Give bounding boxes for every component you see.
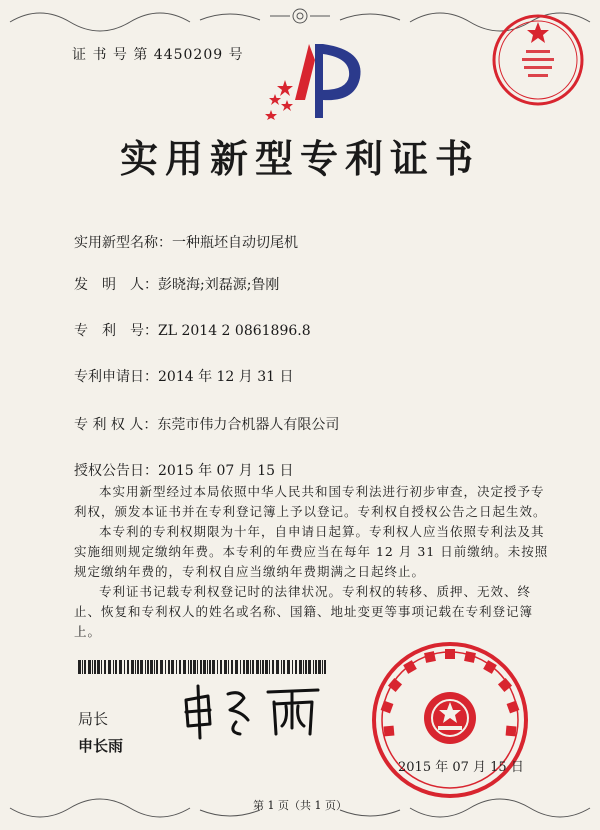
field-label: 发 明 人：	[74, 277, 158, 293]
certificate-number: 证 书 号 第 4450209 号	[72, 47, 244, 63]
field-label: 专 利 权 人：	[74, 417, 158, 433]
stamp-date: 2015 年 07 月 15 日	[398, 760, 524, 775]
field-label: 专利申请日：	[74, 369, 158, 385]
body-paragraph: 本实用新型经过本局依照中华人民共和国专利法进行初步审查，决定授予专利权，颁发本证书并在专利登记簿上予以登记。专利权自授权公告之日起生效。	[74, 484, 547, 519]
field-announcement-date	[74, 460, 294, 480]
field-filing-date	[74, 366, 294, 386]
field-patentee	[74, 414, 339, 434]
director-name: 申长雨	[78, 737, 124, 755]
sipo-emblem-icon	[265, 40, 370, 120]
field-label: 授权公告日：	[74, 463, 158, 479]
certificate-body	[74, 482, 552, 642]
handwritten-signature	[178, 680, 328, 740]
field-patent-number	[74, 320, 311, 340]
page-footer: 第 1 页（共 1 页）	[253, 799, 347, 812]
body-paragraph: 本专利的专利权期限为十年，自申请日起算。专利权人应当依照专利法及其实施细则规定缴纳年费。本专利的年费应当在每年 12 月 31 日前缴纳。未按照规定缴纳年费的，专利权自应当缴纳年费期满之日起终止。	[74, 524, 549, 579]
director-title: 局长	[78, 710, 109, 728]
body-paragraph: 专利证书记载专利权登记时的法律状况。专利权的转移、质押、无效、终止、恢复和专利权人的姓名或名称、国籍、地址变更等事项记载在专利登记簿上。	[74, 584, 534, 639]
field-value: 东莞市伟力合机器人有限公司	[157, 417, 340, 433]
field-utility-model-name	[74, 232, 298, 252]
field-value: ZL 2014 2 0861896.8	[158, 323, 311, 339]
barcode	[78, 660, 328, 674]
field-value: 2014 年 12 月 31 日	[158, 369, 294, 385]
field-value: 2015 年 07 月 15 日	[158, 463, 294, 479]
ornamental-bottom-border	[0, 798, 600, 830]
field-value: 一种瓶坯自动切尾机	[172, 235, 298, 251]
round-red-seal-icon	[488, 10, 588, 110]
field-value: 彭晓海;刘磊源;鲁刚	[158, 277, 280, 293]
field-label: 实用新型名称：	[74, 235, 172, 251]
field-inventors	[74, 274, 279, 294]
page-title: 实用新型专利证书	[119, 136, 480, 181]
field-label: 专 利 号：	[74, 323, 158, 339]
national-emblem-seal-icon	[370, 640, 530, 800]
